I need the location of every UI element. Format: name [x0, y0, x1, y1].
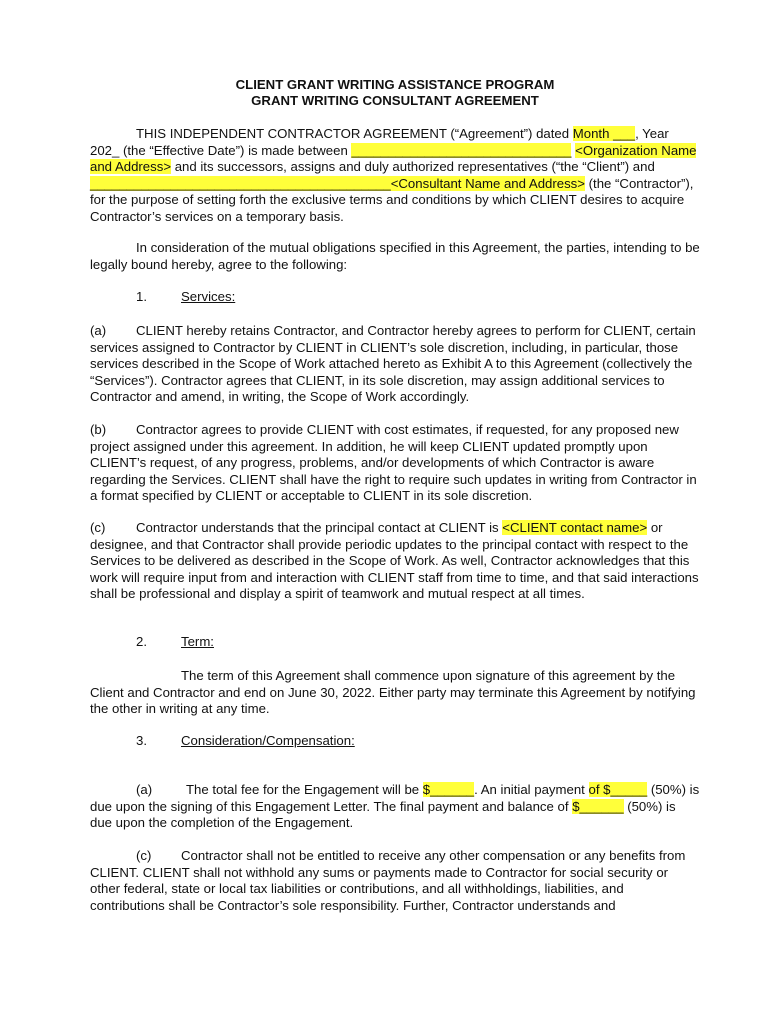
clause-mark: (c) — [136, 848, 152, 863]
term-paragraph — [90, 668, 700, 718]
clause-text: (50%) is due upon the signing of this Engagement Letter. The final payment and balance of — [90, 782, 700, 814]
section-3-heading — [90, 733, 700, 750]
org-field: <Organization Name and Address> — [90, 142, 697, 175]
intro-text: and its successors, assigns and duly authorized representatives (“the “Client”) and — [171, 159, 655, 175]
clause-3c — [90, 848, 700, 914]
clause-1a — [90, 323, 700, 406]
intro-paragraph — [90, 126, 700, 226]
section-number: 2. — [136, 634, 147, 649]
term-text: The term of this Agreement shall commence upon signature of this agreement by the Client and Contractor and end on June 30, 2022. Either party may terminate this Agreement by notifying the other in writing at any time. — [90, 668, 696, 717]
org-blank-field: ______________________________ — [351, 142, 572, 158]
section-label: Term: — [181, 634, 214, 649]
section-1-heading — [90, 289, 700, 306]
section-number: 3. — [136, 733, 147, 748]
title-line-2: GRANT WRITING CONSULTANT AGREEMENT — [251, 93, 539, 108]
clause-3a — [90, 782, 700, 832]
initial-payment-field: of $_____ — [588, 782, 648, 797]
contact-field: <CLIENT contact name> — [502, 520, 648, 535]
consideration-paragraph — [90, 240, 700, 273]
clause-text: Contractor agrees to provide CLIENT with cost estimates, if requested, for any proposed new project assigned under this agreement. In addition, he will keep CLIENT updated promptly upon CLIENT’s request, of any progress, problems, and/or developments of which Contractor is aware regarding the Services. CLIENT shall have the right to require such updates in writing from Contractor in a format specified by CLIENT or acceptable to CLIENT in its sole discretion. — [90, 422, 697, 504]
clause-text: Contractor understands that the principal contact at CLIENT is — [136, 520, 503, 535]
section-label: Consideration/Compensation: — [181, 733, 355, 748]
clause-mark: (a) — [90, 323, 107, 338]
clause-mark: (b) — [90, 422, 107, 437]
month-field: Month ___ — [572, 126, 636, 141]
section-2-heading — [90, 634, 700, 651]
section-number: 1. — [136, 289, 147, 304]
clause-text: The total fee for the Engagement will be — [186, 782, 423, 797]
title-line-1: CLIENT GRANT WRITING ASSISTANCE PROGRAM — [235, 77, 555, 92]
clause-mark: (a) — [136, 782, 153, 797]
intro-text: THIS INDEPENDENT CONTRACTOR AGREEMENT (“Agreement”) dated — [136, 126, 573, 141]
clause-mark: (c) — [90, 520, 106, 535]
intro-text: (the “Contractor”), for the purpose of setting forth the exclusive terms and conditions by which CLIENT desires to acquire Contractor’s services on a temporary basis. — [90, 175, 694, 224]
clause-text: or designee, and that Contractor shall provide periodic updates to the principal contact with respect to the Services to be delivered as described in the Scope of Work. As well, Contractor acknowledges that this work will require input from and interaction with CLIENT staff from time to time, and that said interactions shall be professional and display a spirit of teamwork and mutual respect at all times. — [90, 520, 699, 602]
clause-text: CLIENT hereby retains Contractor, and Contractor hereby agrees to perform for CLIENT, certain services assigned to Contractor by CLIENT in CLIENT’s sole discretion, including, in particular, those services described in the Scope of Work attached hereto as Exhibit A to this Agreement (collectively the “Services”). Contractor agrees that CLIENT, in its sole discretion, may assign additional services to Contractor and amend, in writing, the Scope of Work accordingly. — [90, 323, 696, 405]
consideration-text: In consideration of the mutual obligations specified in this Agreement, the parties, intending to be legally bound hereby, agree to the following: — [90, 240, 700, 272]
final-payment-field: $______ — [572, 798, 624, 814]
consultant-field: _________________________________________<Consultant Name and Address> — [90, 175, 585, 191]
intro-text: , Year 202_ (the “Effective Date”) is made between — [90, 126, 669, 158]
clause-text: Contractor shall not be entitled to receive any other compensation or any benefits from CLIENT. CLIENT shall not withhold any sums or payments made to Contractor for social security or other federal, state or local tax liabilities or contributions, and all withholdings, liabilities, and contributions shall be Contractor’s sole responsibility. Further, Contractor understands and — [90, 848, 686, 913]
clause-text: . An initial payment — [474, 782, 589, 797]
section-label: Services: — [181, 289, 236, 304]
clause-1b — [90, 422, 700, 505]
fee-field: $______ — [422, 782, 475, 797]
clause-text: (50%) is due upon the completion of the Engagement. — [90, 798, 676, 831]
clause-1c — [90, 520, 700, 603]
